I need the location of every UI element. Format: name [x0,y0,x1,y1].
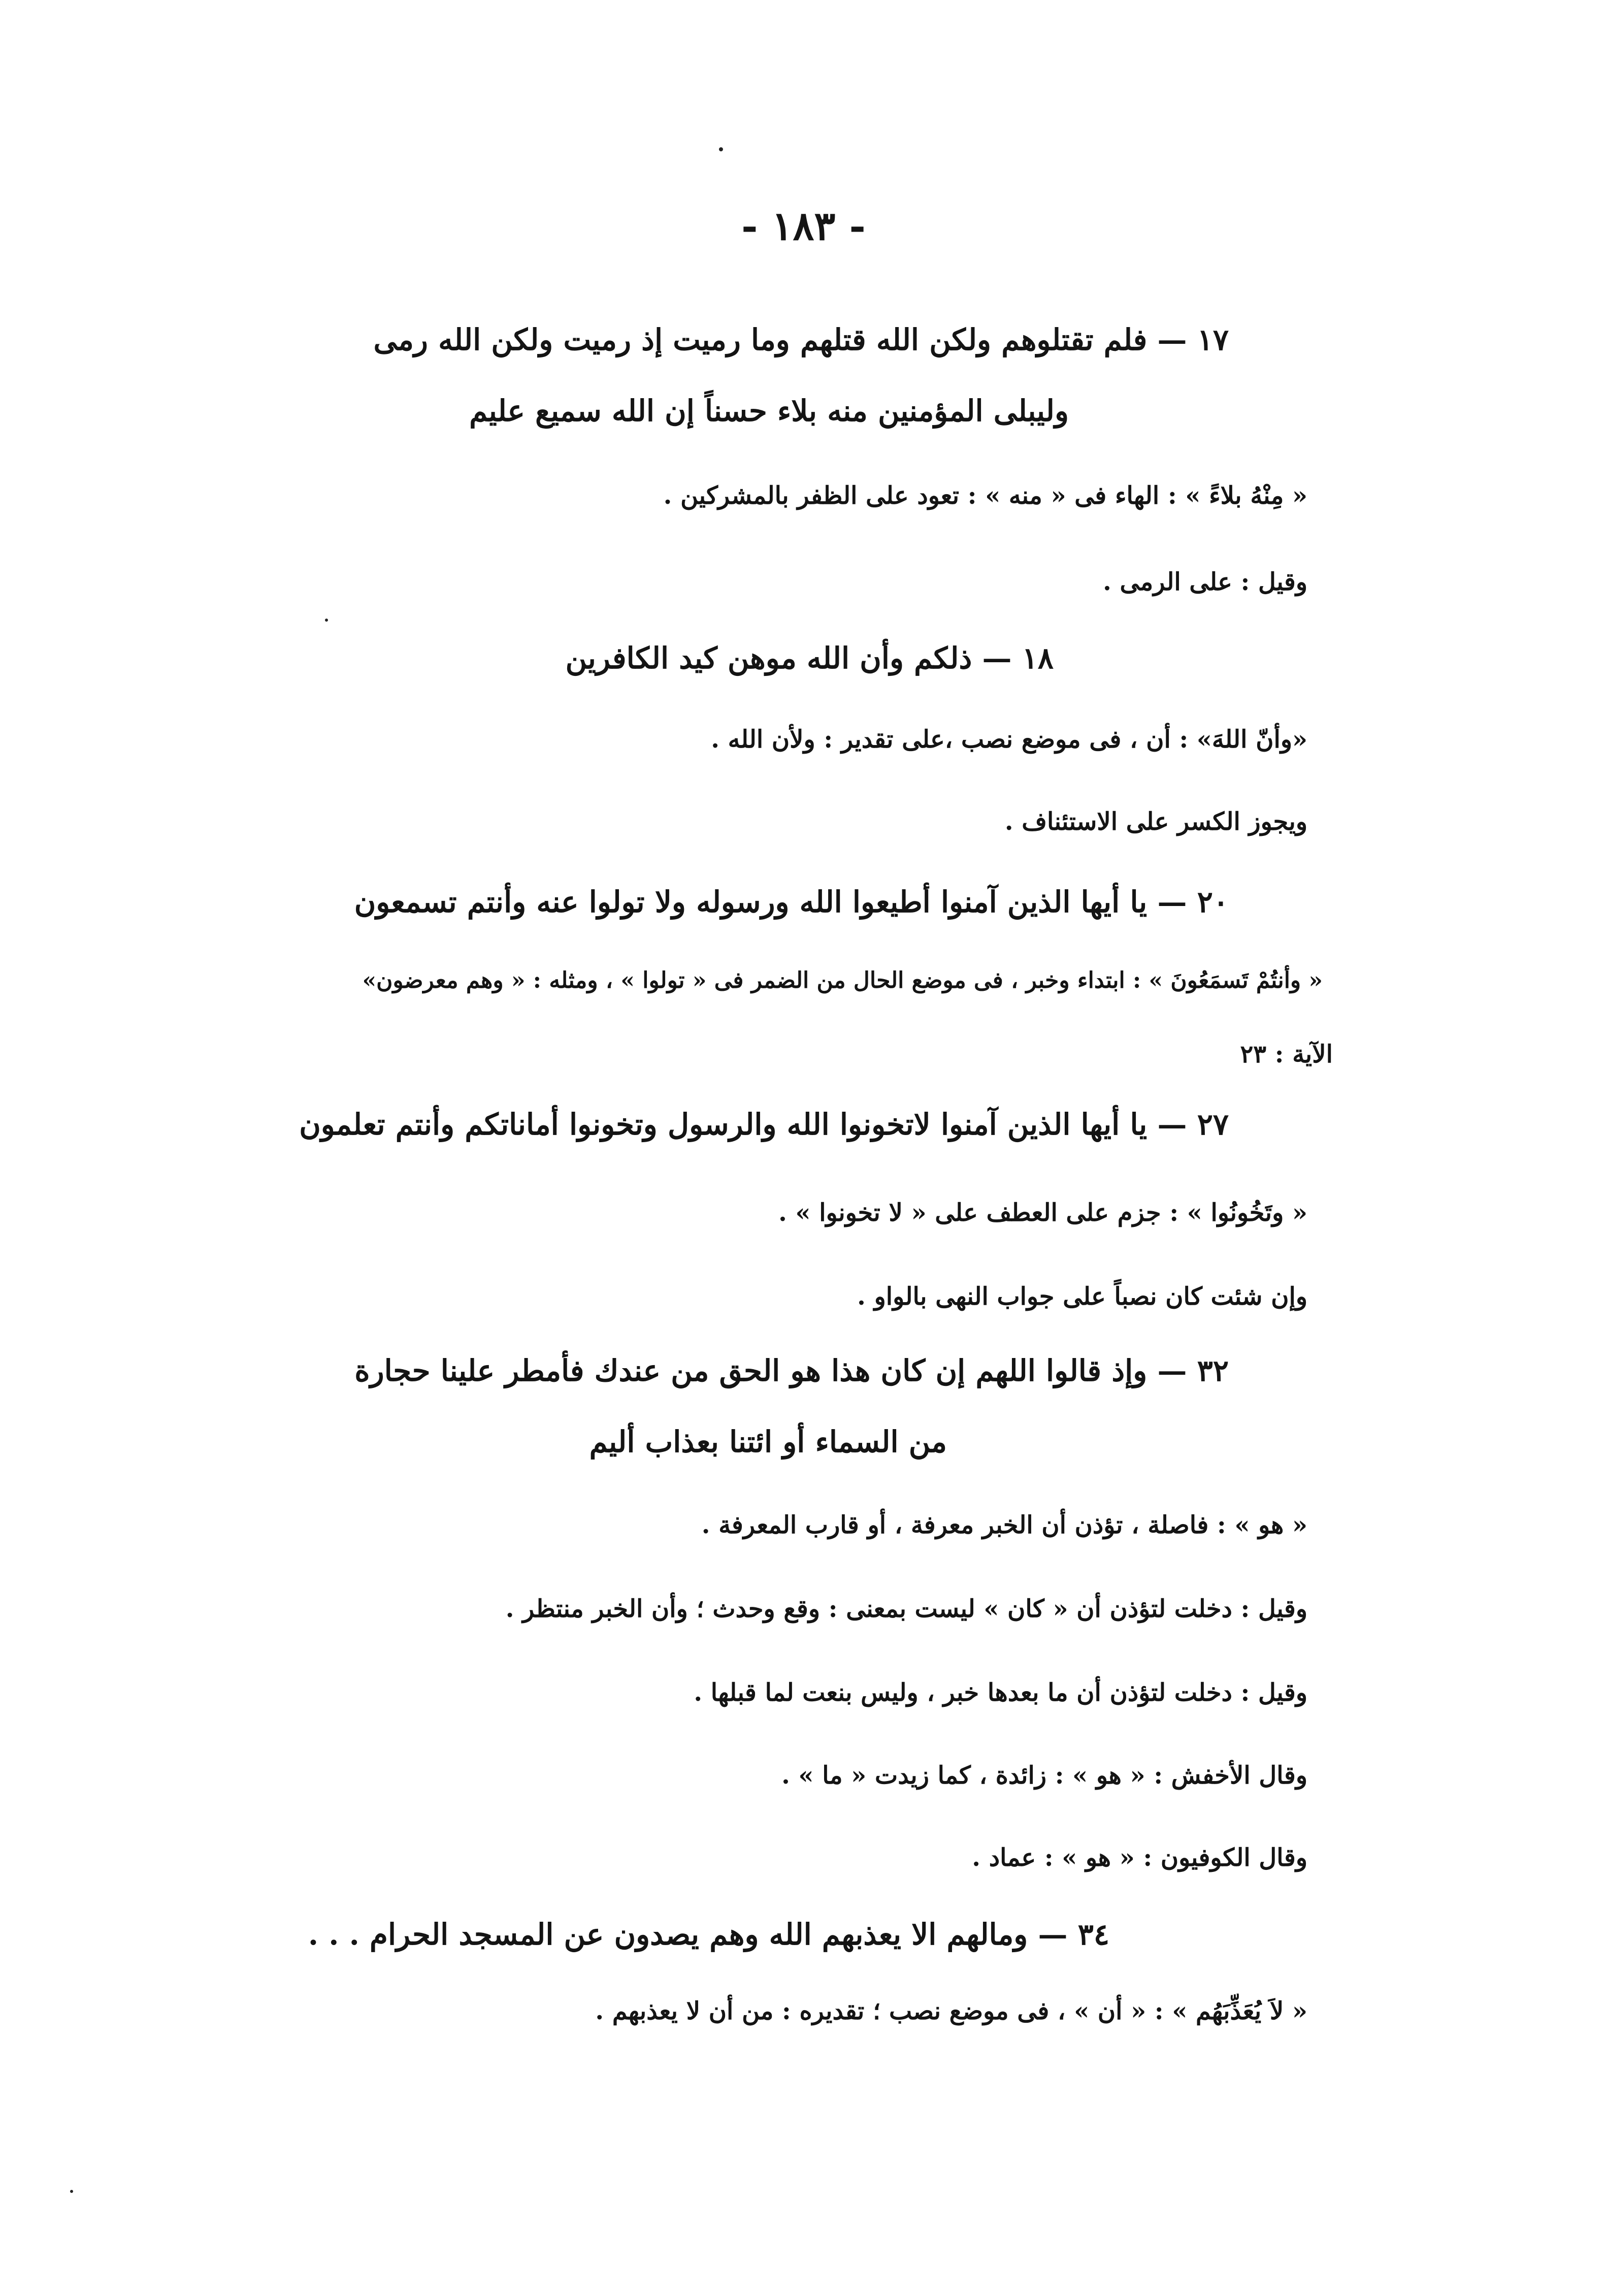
page-number: - ١٨٣ - [741,203,866,249]
commentary-line: « وأنتُمْ تَسمَعُونَ » : ابتداء وخبر ، فى موضع الحال من الضمر فى « تولوا » ، ومثله : « وهم معرضون» [362,967,1323,993]
commentary-line: وقيل : على الرمى . [1103,568,1307,596]
commentary-line: « هو » : فاصلة ، تؤذن أن الخبر معرفة ، أو قارب المعرفة . [701,1511,1307,1539]
commentary-line: ويجوز الكسر على الاستئناف . [1004,807,1307,836]
commentary-line: « وتَخُونُوا » : جزم على العطف على « لا تخونوا » . [778,1199,1307,1227]
verse-line: ٣٢ — وإذ قالوا اللهم إن كان هذا هو الحق من عندك فأمطر علينا حجارة [354,1353,1229,1388]
verse-line: ٢٧ — يا أيها الذين آمنوا لاتخونوا الله والرسول وتخونوا أماناتكم وأنتم تعلمون [299,1107,1229,1142]
verse-reference-note: الآية : ٢٣ [1240,1040,1333,1069]
verse-line: ١٧ — فلم تقتلوهم ولكن الله قتلهم وما رميت إذ رميت ولكن الله رمى [373,322,1229,357]
verse-line: ١٨ — ذلكم وأن الله موهن كيد الكافرين [565,641,1054,675]
commentary-line: «وأنّ اللهَ» : أن ، فى موضع نصب ،على تقدير : ولأن الله . [711,725,1307,754]
ink-speck [325,619,328,622]
verse-line: ٢٠ — يا أيها الذين آمنوا أطيعوا الله ورسوله ولا تولوا عنه وأنتم تسمعون [354,885,1229,919]
commentary-line: وقال الأخفش : « هو » : زائدة ، كما زيدت « ما » . [781,1761,1307,1790]
verse-line: وليبلى المؤمنين منه بلاء حسناً إن الله سميع عليم [469,394,1069,428]
commentary-line: وقيل : دخلت لتؤذن أن « كان » ليست بمعنى : وقع وحدث ؛ وأن الخبر منتظر . [505,1595,1307,1623]
commentary-line: « لاَ يُعَذِّبَهُم » : « أن » ، فى موضع نصب ؛ تقديره : من أن لا يعذبهم . [595,1997,1307,2025]
commentary-line: وقيل : دخلت لتؤذن أن ما بعدها خبر ، وليس بنعت لما قبلها . [694,1678,1307,1707]
commentary-line: وقال الكوفيون : « هو » : عماد . [972,1844,1307,1872]
verse-line: ٣٤ — ومالهم الا يعذبهم الله وهم يصدون عن المسجد الحرام . . . [308,1917,1109,1952]
ink-speck [719,147,723,151]
commentary-line: وإن شئت كان نصباً على جواب النهى بالواو . [857,1282,1307,1311]
commentary-line: « مِنْهُ بلاءً » : الهاء فى « منه » : تعود على الظفر بالمشركين . [663,481,1307,510]
ink-speck [70,2190,73,2193]
verse-line: من السماء أو ائتنا بعذاب أليم [589,1425,947,1459]
